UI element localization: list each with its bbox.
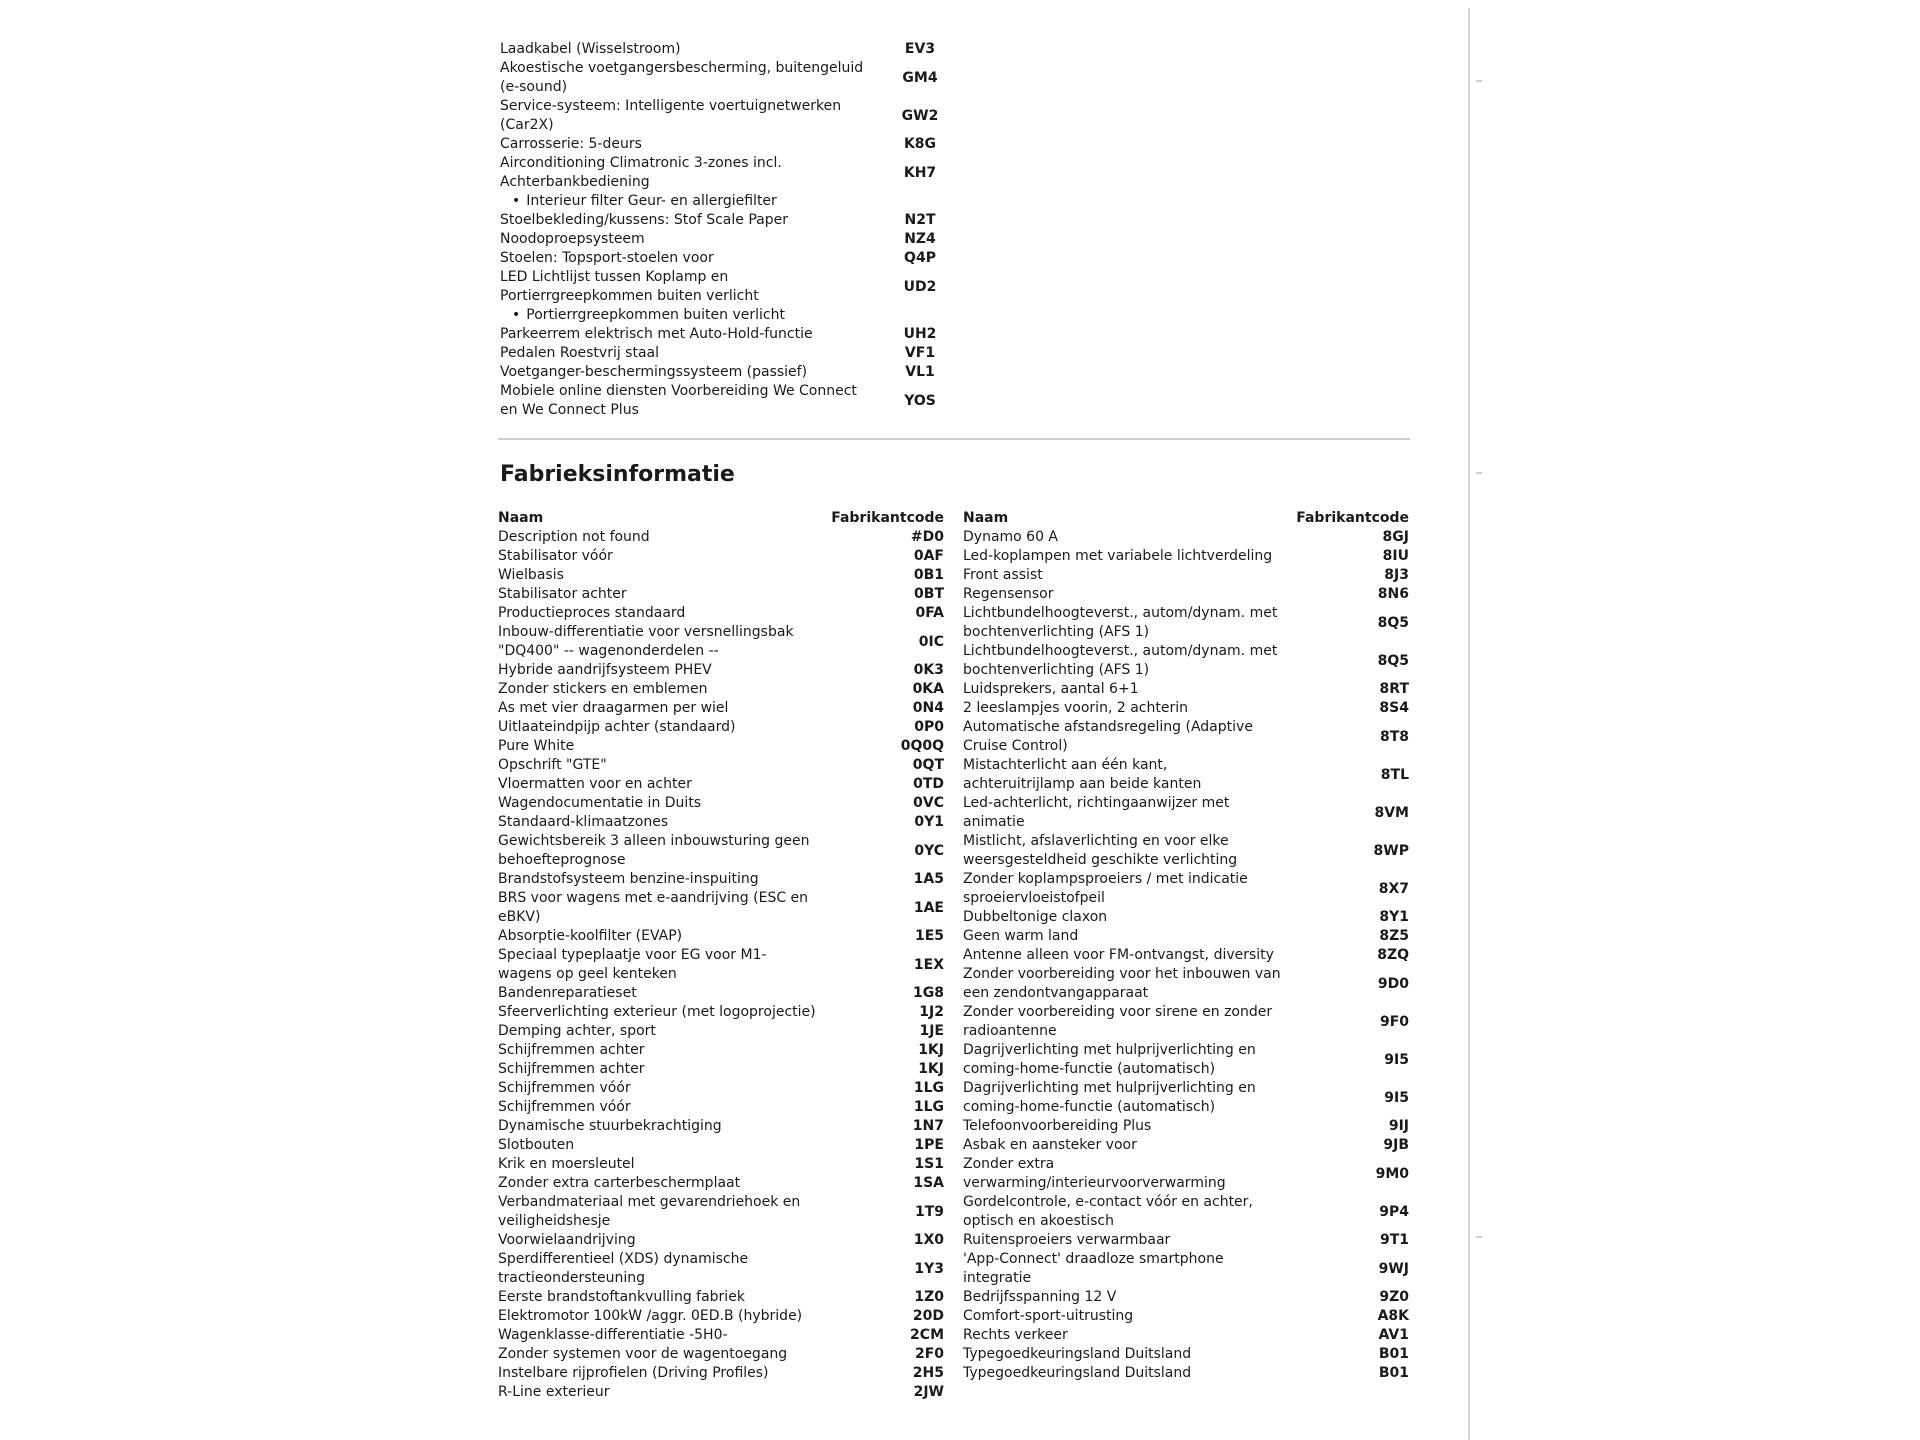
item-name: Stoelen: Topsport-stoelen voor	[500, 250, 714, 266]
table-row	[498, 1174, 944, 1193]
item-code: 1T9	[914, 1203, 944, 1220]
item-code: 8Y1	[1379, 909, 1409, 925]
item-code: 0IC	[918, 633, 944, 650]
item-name: Carrosserie: 5-deurs	[500, 136, 642, 152]
table-row	[498, 737, 944, 756]
table-row	[498, 775, 944, 794]
table-row	[498, 870, 944, 889]
item-code: 8IU	[1382, 548, 1409, 564]
item-name: Parkeerrem elektrisch met Auto-Hold-functie	[500, 326, 813, 342]
item-code: 1LG	[913, 1099, 944, 1115]
item-code: 1N7	[912, 1118, 944, 1134]
item-name: Bedrijfsspanning 12 V	[963, 1289, 1117, 1305]
item-code: 0FA	[915, 605, 944, 621]
table-row	[498, 661, 944, 680]
item-code: 1Z0	[914, 1289, 944, 1305]
item-code: NZ4	[904, 231, 936, 247]
table-row	[500, 249, 960, 268]
table-row	[498, 927, 944, 946]
table-row	[498, 832, 944, 870]
item-code: 1LG	[913, 1080, 944, 1096]
item-name: Pure White	[498, 738, 575, 754]
item-name: Asbak en aansteker voor	[963, 1137, 1137, 1153]
table-row	[963, 1155, 1409, 1193]
table-row	[498, 680, 944, 699]
table-row	[963, 1326, 1409, 1345]
item-name: Eerste brandstoftankvulling fabriek	[498, 1289, 745, 1305]
item-name: Front assist	[963, 567, 1043, 583]
table-row	[498, 623, 944, 661]
item-code: 2H5	[912, 1365, 944, 1381]
item-code: #D0	[910, 529, 944, 545]
item-code: 8Q5	[1377, 652, 1409, 669]
item-name: BRS voor wagens met e-aandrijving (ESC en eBKV)	[498, 890, 809, 925]
table-row	[498, 1041, 944, 1060]
table-row	[498, 1117, 944, 1136]
item-name: Lichtbundelhoogteverst., autom/dynam. met bochtenverlichting (AFS 1)	[963, 605, 1278, 640]
item-code: 8S4	[1379, 700, 1409, 716]
item-name: Schijfremmen vóór	[498, 1080, 631, 1096]
table-row	[498, 604, 944, 623]
table-row	[498, 984, 944, 1003]
item-name: Akoestische voetgangersbescherming, buitengeluid (e-sound)	[500, 60, 864, 95]
table-row	[963, 756, 1409, 794]
item-code: 8ZQ	[1377, 947, 1409, 963]
item-name: Led-achterlicht, richtingaanwijzer met animatie	[963, 795, 1230, 830]
column-header	[963, 509, 1409, 528]
table-row	[498, 1079, 944, 1098]
item-name: Dagrijverlichting met hulprijverlichting en coming-home-functie (automatisch)	[963, 1042, 1256, 1077]
table-row	[498, 1383, 944, 1402]
table-row	[963, 946, 1409, 965]
item-name: Slotbouten	[498, 1137, 575, 1153]
item-code: EV3	[904, 41, 936, 57]
item-code: AV1	[1378, 1327, 1409, 1343]
item-code: 1PE	[914, 1137, 944, 1153]
factory-column-right	[963, 509, 1409, 1383]
table-row	[963, 1079, 1409, 1117]
item-code: 2F0	[914, 1346, 944, 1362]
table-row	[498, 1155, 944, 1174]
item-name: R-Line exterieur	[498, 1384, 610, 1400]
table-row	[500, 230, 960, 249]
item-code: VF1	[904, 345, 936, 361]
table-row	[498, 1136, 944, 1155]
item-name: Automatische afstandsregeling (Adaptive Cruise Control)	[963, 719, 1253, 754]
item-name: Opschrift "GTE"	[498, 757, 607, 773]
item-code: 0K3	[913, 662, 944, 678]
item-code: 8Z5	[1379, 928, 1409, 944]
table-row	[963, 908, 1409, 927]
table-row	[498, 1326, 944, 1345]
item-code: UH2	[903, 326, 937, 342]
item-name: Absorptie-koolfilter (EVAP)	[498, 928, 683, 944]
item-code: 1J2	[919, 1004, 944, 1020]
item-code: A8K	[1377, 1308, 1409, 1324]
table-row	[500, 268, 960, 306]
item-name: Zonder voorbereiding voor het inbouwen van een zendontvangapparaat	[963, 966, 1281, 1001]
item-name: Regensensor	[963, 586, 1054, 602]
scan-mark	[1476, 472, 1482, 474]
table-row	[963, 1345, 1409, 1364]
table-row	[963, 1250, 1409, 1288]
page-edge	[1468, 8, 1470, 1440]
item-name: Airconditioning Climatronic 3-zones incl. Achterbankbediening	[500, 155, 782, 190]
item-code: Q4P	[904, 250, 936, 266]
item-code: GW2	[901, 107, 939, 124]
table-row	[963, 1288, 1409, 1307]
item-name: Typegoedkeuringsland Duitsland	[963, 1365, 1192, 1381]
item-name: Telefoonvoorbereiding Plus	[963, 1118, 1152, 1134]
table-row	[963, 528, 1409, 547]
table-row	[498, 946, 944, 984]
item-name: Zonder koplampsproeiers / met indicatie sproeiervloeistofpeil	[963, 871, 1248, 906]
header-code: Fabrikantcode	[831, 510, 944, 526]
item-code: 1S1	[914, 1156, 944, 1172]
item-name: Schijfremmen vóór	[498, 1099, 631, 1115]
item-code: 0N4	[912, 700, 944, 716]
header-name: Naam	[963, 510, 1009, 526]
item-name: Antenne alleen voor FM-ontvangst, diversity	[963, 947, 1274, 963]
options-list	[500, 40, 960, 420]
item-name: Instelbare rijprofielen (Driving Profiles)	[498, 1365, 769, 1381]
item-code: 8RT	[1379, 681, 1409, 697]
item-name: Gewichtsbereik 3 alleen inbouwsturing geen behoefteprognose	[498, 833, 810, 868]
table-row	[498, 756, 944, 775]
item-code: 9I5	[1384, 1051, 1409, 1068]
item-code: 9Z0	[1379, 1289, 1409, 1305]
table-row	[498, 699, 944, 718]
item-code: 0QT	[912, 757, 944, 773]
item-name: Wagenklasse-differentiatie -5H0-	[498, 1327, 728, 1343]
item-name: Verbandmateriaal met gevarendriehoek en veiligheidshesje	[498, 1194, 801, 1229]
item-code: KH7	[903, 164, 937, 181]
item-code: 0B1	[913, 567, 944, 583]
sub-item: • Portierrgreepkommen buiten verlicht	[500, 306, 960, 325]
item-code: 0Q0Q	[900, 738, 944, 754]
item-code: 9JB	[1383, 1137, 1409, 1153]
table-row	[498, 1193, 944, 1231]
item-name: Speciaal typeplaatje voor EG voor M1-wagens op geel kenteken	[498, 947, 767, 982]
item-name: Lichtbundelhoogteverst., autom/dynam. met bochtenverlichting (AFS 1)	[963, 643, 1278, 678]
table-row	[963, 1136, 1409, 1155]
item-name: Ruitensproeiers verwarmbaar	[963, 1232, 1171, 1248]
item-code: 1KJ	[918, 1042, 944, 1058]
item-name: Comfort-sport-uitrusting	[963, 1308, 1134, 1324]
item-name: Vloermatten voor en achter	[498, 776, 692, 792]
table-row	[963, 927, 1409, 946]
table-row	[498, 794, 944, 813]
item-name: Dubbeltonige claxon	[963, 909, 1108, 925]
table-row	[500, 59, 960, 97]
item-code: 8J3	[1384, 567, 1409, 583]
item-code: 8GJ	[1382, 529, 1409, 545]
table-row	[498, 1250, 944, 1288]
item-code: 9M0	[1375, 1165, 1409, 1182]
item-name: Luidsprekers, aantal 6+1	[963, 681, 1139, 697]
item-code: 0Y1	[914, 814, 944, 830]
table-row	[500, 325, 960, 344]
table-row	[963, 585, 1409, 604]
item-name: Sperdifferentieel (XDS) dynamische tractieondersteuning	[498, 1251, 749, 1286]
item-code: K8G	[903, 136, 937, 152]
table-row	[498, 1288, 944, 1307]
table-row	[500, 154, 960, 192]
item-name: Noodoproepsysteem	[500, 231, 645, 247]
table-row	[963, 718, 1409, 756]
item-name: Mistlicht, afslaverlichting en voor elke weersgesteldheid geschikte verlichting	[963, 833, 1238, 868]
item-code: 8WP	[1373, 842, 1409, 859]
item-code: YOS	[904, 392, 936, 409]
table-row	[498, 1364, 944, 1383]
item-name: Mistachterlicht aan één kant, achteruitrijlamp aan beide kanten	[963, 757, 1202, 792]
table-row	[963, 832, 1409, 870]
item-name: Description not found	[498, 529, 650, 545]
item-name: Wielbasis	[498, 567, 564, 583]
item-code: 0AF	[913, 548, 944, 564]
table-row	[963, 1003, 1409, 1041]
item-code: 0KA	[912, 681, 944, 697]
item-name: Inbouw-differentiatie voor versnellingsbak "DQ400" -- wagenonderdelen --	[498, 624, 794, 659]
item-code: 9F0	[1379, 1013, 1409, 1030]
section-title: Fabrieksinformatie	[500, 462, 735, 487]
table-row	[963, 642, 1409, 680]
item-name: Voetganger-beschermingssysteem (passief)	[500, 364, 808, 380]
item-name: Geen warm land	[963, 928, 1079, 944]
header-name: Naam	[498, 510, 544, 526]
column-header	[498, 509, 944, 528]
item-code: 9P4	[1379, 1203, 1409, 1220]
table-row	[963, 680, 1409, 699]
table-row	[498, 1231, 944, 1250]
item-name: Hybride aandrijfsysteem PHEV	[498, 662, 712, 678]
item-name: Schijfremmen achter	[498, 1042, 645, 1058]
table-row	[963, 604, 1409, 642]
item-code: 9D0	[1377, 975, 1409, 992]
scan-mark	[1476, 1236, 1482, 1238]
table-row	[500, 363, 960, 382]
table-row	[963, 1307, 1409, 1326]
item-name: Krik en moersleutel	[498, 1156, 635, 1172]
table-row	[498, 1098, 944, 1117]
item-name: 'App-Connect' draadloze smartphone integratie	[963, 1251, 1224, 1286]
table-row	[500, 211, 960, 230]
item-code: 1A5	[913, 871, 944, 887]
item-code: 0BT	[914, 586, 944, 602]
table-row	[500, 382, 960, 420]
item-code: 1SA	[913, 1175, 944, 1191]
table-row	[498, 528, 944, 547]
item-code: 2JW	[913, 1384, 944, 1400]
table-row	[498, 1003, 944, 1022]
item-name: Uitlaateindpijp achter (standaard)	[498, 719, 736, 735]
item-code: 8T8	[1379, 728, 1409, 745]
item-name: Rechts verkeer	[963, 1327, 1068, 1343]
item-name: Stabilisator achter	[498, 586, 627, 602]
table-row	[963, 1117, 1409, 1136]
table-row	[963, 1364, 1409, 1383]
table-row	[500, 97, 960, 135]
table-row	[500, 135, 960, 154]
item-name: Wagendocumentatie in Duits	[498, 795, 702, 811]
table-row	[498, 718, 944, 737]
item-code: 1E5	[914, 928, 944, 944]
item-name: 2 leeslampjes voorin, 2 achterin	[963, 700, 1188, 716]
item-code: 8TL	[1380, 766, 1409, 783]
sub-item: • Interieur filter Geur- en allergiefilter	[500, 192, 960, 211]
item-code: 2CM	[910, 1327, 944, 1343]
table-row	[498, 1307, 944, 1326]
item-name: Laadkabel (Wisselstroom)	[500, 41, 681, 57]
item-code: 8VM	[1374, 804, 1409, 821]
item-name: Gordelcontrole, e-contact vóór en achter, optisch en akoestisch	[963, 1194, 1253, 1229]
item-name: Led-koplampen met variabele lichtverdeling	[963, 548, 1273, 564]
table-row	[498, 566, 944, 585]
table-row	[963, 566, 1409, 585]
scan-mark	[1476, 80, 1482, 82]
item-code: 9WJ	[1378, 1260, 1409, 1277]
item-code: B01	[1378, 1365, 1409, 1381]
item-name: Dynamo 60 A	[963, 529, 1059, 545]
item-name: Productieproces standaard	[498, 605, 686, 621]
table-row	[498, 547, 944, 566]
item-name: Schijfremmen achter	[498, 1061, 645, 1077]
table-row	[498, 1022, 944, 1041]
table-row	[498, 585, 944, 604]
item-name: Brandstofsysteem benzine-inspuiting	[498, 871, 759, 887]
item-code: B01	[1378, 1346, 1409, 1362]
item-name: Sfeerverlichting exterieur (met logoprojectie)	[498, 1004, 816, 1020]
item-code: 1X0	[913, 1232, 944, 1248]
item-code: 9IJ	[1388, 1118, 1409, 1134]
item-code: 0TD	[913, 776, 944, 792]
item-code: 1EX	[913, 956, 944, 973]
table-row	[963, 1193, 1409, 1231]
item-name: As met vier draagarmen per wiel	[498, 700, 729, 716]
item-code: 0VC	[913, 795, 944, 811]
table-row	[498, 889, 944, 927]
item-name: Service-systeem: Intelligente voertuignetwerken (Car2X)	[500, 98, 842, 133]
table-row	[963, 794, 1409, 832]
item-name: Stoelbekleding/kussens: Stof Scale Paper	[500, 212, 788, 228]
table-row	[963, 1231, 1409, 1250]
item-code: 0P0	[914, 719, 944, 735]
table-row	[500, 344, 960, 363]
item-name: Mobiele online diensten Voorbereiding We Connect en We Connect Plus	[500, 383, 857, 418]
table-row	[498, 813, 944, 832]
item-name: Zonder extra verwarming/interieurvoorverwarming	[963, 1156, 1226, 1191]
item-code: 1G8	[913, 985, 944, 1001]
item-name: Voorwielaandrijving	[498, 1232, 636, 1248]
item-code: 9T1	[1379, 1232, 1409, 1248]
table-row	[963, 699, 1409, 718]
item-code: 1Y3	[914, 1260, 944, 1277]
item-name: Stabilisator vóór	[498, 548, 613, 564]
item-name: Pedalen Roestvrij staal	[500, 345, 660, 361]
item-code: GM4	[902, 69, 938, 86]
item-code: 1JE	[919, 1023, 944, 1039]
item-name: Zonder stickers en emblemen	[498, 681, 708, 697]
item-name: LED Lichtlijst tussen Koplamp en Portierrgreepkommen buiten verlicht	[500, 269, 759, 304]
item-code: 8Q5	[1377, 614, 1409, 631]
item-name: Typegoedkeuringsland Duitsland	[963, 1346, 1192, 1362]
item-code: 8N6	[1377, 586, 1409, 602]
table-row	[498, 1060, 944, 1079]
item-name: Standaard-klimaatzones	[498, 814, 669, 830]
factory-column-left	[498, 509, 944, 1402]
table-row	[963, 1041, 1409, 1079]
item-code: 1AE	[913, 899, 944, 916]
table-row	[963, 547, 1409, 566]
item-name: Elektromotor 100kW /aggr. 0ED.B (hybride)	[498, 1308, 803, 1324]
table-row	[963, 870, 1409, 908]
item-code: N2T	[904, 212, 936, 228]
item-name: Dynamische stuurbekrachtiging	[498, 1118, 722, 1134]
item-name: Dagrijverlichting met hulprijverlichting en coming-home-functie (automatisch)	[963, 1080, 1256, 1115]
item-code: 9I5	[1384, 1089, 1409, 1106]
item-name: Bandenreparatieset	[498, 985, 637, 1001]
item-name: Zonder extra carterbeschermplaat	[498, 1175, 741, 1191]
section-divider	[498, 438, 1410, 440]
item-code: 0YC	[914, 842, 944, 859]
item-code: UD2	[903, 278, 937, 295]
table-row	[963, 965, 1409, 1003]
item-name: Demping achter, sport	[498, 1023, 656, 1039]
item-code: 1KJ	[918, 1061, 944, 1077]
item-code: 8X7	[1378, 880, 1409, 897]
item-name: Zonder systemen voor de wagentoegang	[498, 1346, 788, 1362]
table-row	[500, 40, 960, 59]
header-code: Fabrikantcode	[1296, 510, 1409, 526]
item-code: 20D	[912, 1308, 944, 1324]
item-name: Zonder voorbereiding voor sirene en zonder radioantenne	[963, 1004, 1273, 1039]
item-code: VL1	[905, 364, 935, 380]
table-row	[498, 1345, 944, 1364]
